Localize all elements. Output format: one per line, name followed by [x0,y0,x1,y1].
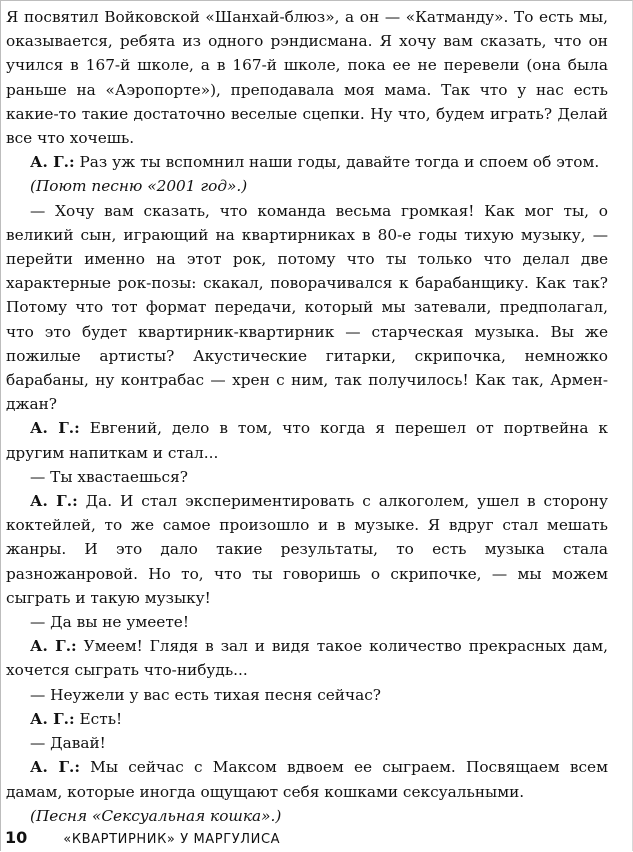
speaker-label: А. Г.: [30,709,75,728]
body-text [6,5,608,828]
paragraph: — Давай! [30,734,106,753]
paragraph: — Ты хвастаешься? [30,467,188,486]
page-number: 10 [5,828,28,847]
speaker-label: А. Г.: [30,637,77,656]
paragraph: А. Г.: Евгений, дело в том, что когда я перешел от портвейна к другим напиткам и стал... [6,419,608,462]
paragraph: А. Г.: Умеем! Глядя в зал и видя такое количество прекрасных дам, хочется сыграть что-нибудь... [6,637,608,680]
speaker-label: А. Г.: [30,758,80,777]
paragraph: А. Г.: Есть! [30,709,123,728]
paragraph: — Да вы не умеете! [30,613,190,632]
stage-direction: (Песня «Сексуальная кошка».) [30,806,282,825]
paragraph: Я посвятил Войковской «Шанхай-блюз», а он — «Катманду». То есть мы, оказывается, ребята из одного рэндисмана. Я хочу вам сказать, что он учился в 167-й школе, а в 167-й школе, пока ее не перевели (она была раньше на «Аэропорте»), преподавала моя мама. Так что у нас есть какие-то такие достаточно веселые сцепки. Ну что, будем играть? Делай все что хочешь. [6,8,608,148]
speaker-label: А. Г.: [30,419,80,438]
paragraph: — Неужели у вас есть тихая песня сейчас? [30,685,382,704]
running-title: «КВАРТИРНИК» У МАРГУЛИСА [63,832,281,847]
paragraph: А. Г.: Да. И стал экспериментировать с алкоголем, ушел в сторону коктейлей, то же самое произошло и в музыке. Я вдруг стал мешать жанры. И это дало такие результаты, то есть музыка стала разножанровой. Но то, что ты говоришь о скрипочке, — мы можем сыграть и такую музыку! [6,492,608,607]
speaker-label: А. Г.: [30,492,78,511]
paragraph: — Хочу вам сказать, что команда весьма громкая! Как мог ты, о великий сын, играющий на квартирниках в 80-е годы тихую музыку, — перейти именно на этот рок, потому что ты только что делал две характерные рок-позы: скакал, поворачивался к барабанщику. Как так? Потому что тот формат передачи, который мы затевали, предполагал, что это будет квартирник-квартирник — старческая музыка. Вы же пожилые артисты? Акустические гитарки, скрипочка, немножко барабаны, ну контрабас — хрен с ним, так получилось! Как так, Армен-джан? [6,201,608,414]
speaker-label: А. Г.: [30,153,75,172]
page-footer [5,829,625,849]
stage-direction: (Поют песню «2001 год».) [30,177,248,196]
paragraph: А. Г.: Мы сейчас с Максом вдвоем ее сыграем. Посвящаем всем дамам, которые иногда ощущают себя кошками сексуальными. [6,758,608,801]
paragraph: А. Г.: Раз уж ты вспомнил наши годы, давайте тогда и споем об этом. [30,153,600,172]
